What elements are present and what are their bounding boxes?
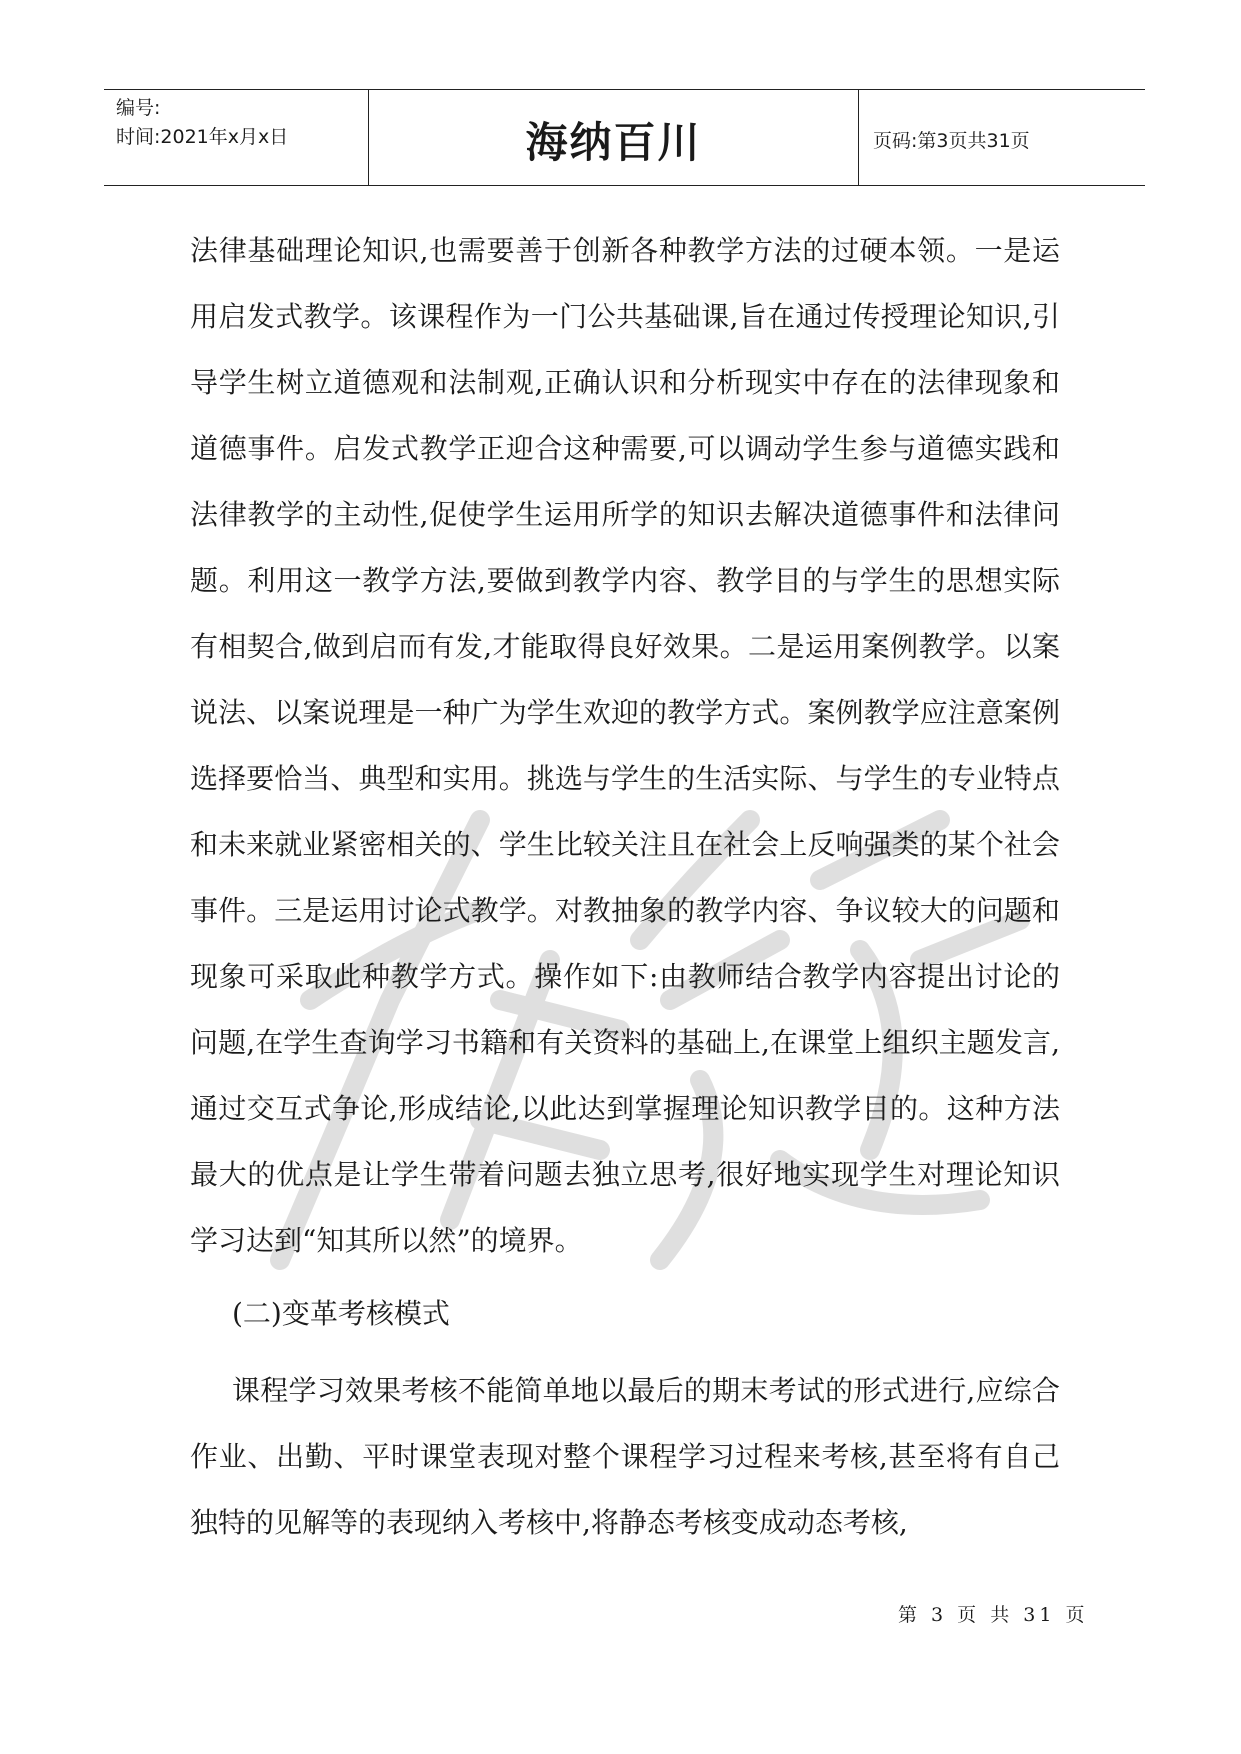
body-paragraph: 法律基础理论知识,也需要善于创新各种教学方法的过硬本领。一是运用启发式教学。该课程作为一门公共基础课,旨在通过传授理论知识,引导学生树立道德观和法制观,正确认识和分析现实中存在的法律现象和道德事件。启发式教学正迎合这种需要,可以调动学生参与道德实践和法律教学的主动性,促使学生运用所学的知识去解决道德事件和法律问题。利用这一教学方法,要做到教学内容、教学目的与学生的思想实际有相契合,做到启而有发,才能取得良好效果。二是运用案例教学。以案说法、以案说理是一种广为学生欢迎的教学方式。案例教学应注意案例选择要恰当、典型和实用。挑选与学生的生活实际、与学生的专业特点和未来就业紧密相关的、学生比较关注且在社会上反响强类的某个社会事件。三是运用讨论式教学。对教抽象的教学内容、争议较大的问题和现象可采取此种教学方式。操作如下:由教师结合教学内容提出讨论的问题,在学生查询学习书籍和有关资料的基础上,在课堂上组织主题发言,通过交互式争论,形成结论,以此达到掌握理论知识教学目的。这种方法最大的优点是让学生带着问题去独立思考,很好地实现学生对理论知识学习达到“知其所以然”的境界。: [190, 234, 1060, 1257]
document-body: [190, 218, 1060, 1556]
document-number-label: 编号:: [116, 97, 161, 119]
page-footer: 第 3 页 共 31 页: [898, 1604, 1089, 1626]
section-heading: (二)变革考核模式: [232, 1297, 450, 1330]
header-page-label: 页码:第3页共31页: [873, 130, 1030, 152]
header-title: 海纳百川: [369, 90, 859, 185]
header-table: [104, 89, 1145, 186]
header-left-cell: [104, 90, 369, 185]
section-paragraph: 课程学习效果考核不能简单地以最后的期末考试的形式进行,应综合作业、出勤、平时课堂表现对整个课程学习过程来考核,甚至将有自己独特的见解等的表现纳入考核中,将静态考核变成动态考核,: [190, 1374, 1060, 1539]
document-time-label: 时间:2021年x月x日: [116, 126, 289, 148]
